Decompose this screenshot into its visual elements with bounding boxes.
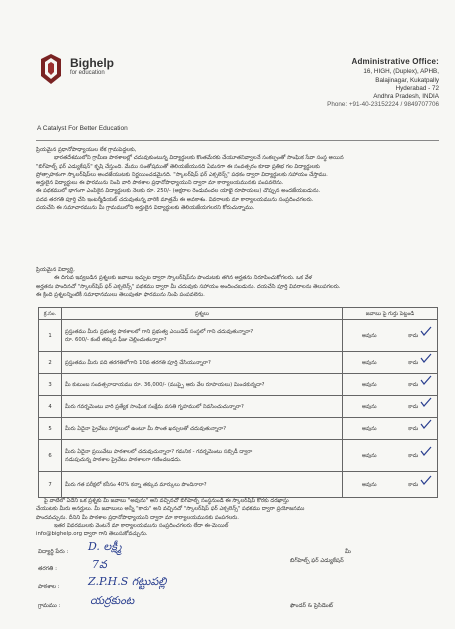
class-label: తరగతి : [38,566,57,572]
office-title: Administrative Office: [351,57,439,66]
check-mark-icon [420,419,432,429]
closing-line: మీ [345,549,351,555]
village-label: గ్రామము : [38,603,61,609]
row-answer [343,352,438,374]
footer-paragraph [36,497,437,538]
student-name-label: విద్యార్థి పేరు : [38,549,69,555]
founder-title: ఫౌండర్ & ప్రెసిడెంట్ [290,603,333,609]
row-number: 1 [39,320,62,352]
answer-no-label: కాదు [408,359,419,366]
student-line: ఈ దిగువ ఇవ్వబడిన ప్రశ్నలకు జవాబు ఇచ్చుట ద్వారా స్కాలర్‌షిప్‌ను పొందుటకు తగిన అర్హతను నిరూపించుకోగలరు. ఒక వేళ [54,275,313,282]
question-line: ప్రస్తుతము మీరు పది తరగతిలోగాని 10వ తరగతి పూర్తి చేసియున్నారా? [65,359,211,366]
answer-yes[interactable]: అవును [361,425,377,432]
question-line: మీరు ఏదైనా ప్రైవేటు హాస్టలులో ఉంటూ మీ సొంత ఖర్చులతో చదువుతున్నారా? [65,425,227,432]
row-number: 5 [39,418,62,440]
answer-yes[interactable]: అవును [361,452,377,459]
question-line: మీరు గత పరీక్షలో కనీసం 40% కన్నా తక్కువ మార్కులు పొందినారా? [65,481,207,488]
table-row [39,396,438,418]
row-question [62,440,343,472]
intro-line: దయచేసి ఈ సమాచారమును మీ గ్రామములోని అర్హులైన విద్యార్థులకు తెలియజేయగలరని కోరుచున్నాము. [36,205,255,212]
answer-yes[interactable]: అవును [361,481,377,488]
question-line: నడుపుచున్న పాఠశాల ప్రైవేటు పాఠశాలగా గణించబడదు. [65,456,182,463]
intro-line: భారతదేశములోని గ్రామీణ పాఠశాలల్లో చదువుకుంటున్న విద్యార్థులకు కొంతమేరకు చేయూతనివ్వాలనే సంకల్పంతో సాంఘిక సేవా సంస్థ అయిన [54,155,344,162]
student-paragraph [36,266,437,299]
footer-line: పొందవచ్చును. దీనిని మీ పాఠశాల ప్రధానోపాధ్యాయుని ద్వారా మా కార్యాలయమునకు పంపగలరు. [36,514,239,521]
student-line: అర్హతను పొందినచో "స్కాలర్‌షిప్ ఫర్ ఎక్సలెన్స్" పథకము ద్వారా మీ చదువుకు సహాయం అందించబడును. దయచేసి పూర్తి వివరాలను తెలుపగలరు. [36,283,341,290]
intro-line: "బిగ్‌హెల్ప్ ఫర్ ఎడ్యుకేషన్" కృషి చేస్తుంది. మేము సంతోషముతో తెలియజేయునది ఏమనగా ఈ సంవత్సరం కూడా ప్రతిభ గల విద్యార్థులకు [36,163,320,170]
check-mark-icon [420,475,432,485]
check-mark-icon [420,397,432,407]
student-salutation: ప్రియమైన విద్యార్థి, [36,267,75,273]
row-question [62,418,343,440]
student-line: ఈ క్రింది ప్రశ్నలన్నింటికీ సమాధానములు తెలుపుతూ ఫారమును నింపి పంపవలెను. [36,291,205,298]
address-line: Hyderabad - 72 [395,84,439,92]
row-number: 2 [39,352,62,374]
check-mark-icon [420,353,432,363]
brand-name: Bighelp [70,56,114,70]
school-field[interactable]: Z.P.H.S గట్టుపల్లి [88,575,167,588]
row-number: 4 [39,396,62,418]
row-number: 7 [39,472,62,498]
row-question [62,396,343,418]
row-answer [343,440,438,472]
check-mark-icon [420,446,432,456]
row-answer [343,418,438,440]
phone: Phone: +91-40-23152224 / 9849707706 [327,101,439,109]
bighelp-logo-icon [40,54,62,84]
table-row [39,320,438,352]
intro-paragraph [36,146,437,212]
answer-no[interactable] [408,452,418,460]
row-number: 6 [39,440,62,472]
col-header-number: క్ర.సం. [39,308,62,320]
brand-sub: for education [70,70,105,76]
answer-yes[interactable]: అవును [361,403,377,410]
answer-no-label: కాదు [408,381,419,388]
closing-org: బిగ్‌హెల్ప్ ఫర్ ఎడ్యుకేషన్ [290,558,344,564]
intro-line: ప్రోత్సాహకంగా స్కాలర్‌షిప్‌లు అందజేయుటకు నిర్ణయించడమైనది. "స్కాలర్‌షిప్ ఫర్ ఎక్సలెన్స్" పథకం ద్వారా విద్యార్థులకు సహాయం చేస్తాము. [36,171,328,178]
answer-no[interactable] [408,332,418,340]
table-header-row [39,308,438,320]
answer-no-label: కాదు [408,425,419,432]
answer-no[interactable] [408,425,418,433]
footer-line: చేయుటకు మీరు అనర్హులు. మీ జవాబులు అన్నీ "కాదు" అని వచ్చినచో "స్కాలర్‌షిప్ ఫర్ ఎక్సలెన్స్" పథకము ద్వారా ప్రయోజనము [36,506,305,513]
check-mark-icon [420,375,432,385]
answer-yes[interactable]: అవును [361,359,377,366]
question-line: మీరు ఏదైనా ప్రయివేటు పాఠశాలలో చదువుచున్నారా? గమనిక - గవర్నమెంటు సబ్సిడీ ద్వారా [65,448,253,455]
question-line: ప్రస్తుతము మీరు ప్రభుత్వ పాఠశాలలో గాని ప్రభుత్వ ఎయిడెడ్ సంస్థలో గాని చదువుతున్నారా? [65,328,254,335]
col-header-answer: జవాబు పై గుర్తు పెట్టండి [343,308,438,320]
answer-no[interactable] [408,381,418,389]
class-field[interactable]: 7వ [92,558,107,571]
intro-line: అర్హులైన విద్యార్థులు ఈ ఫారమును నింపి వారి పాఠశాల ప్రధానోపాధ్యాయుని ద్వారా మా కార్యాలయమునకు పంపవలెను. [36,180,284,187]
footer-line: info@bighelp.org ద్వారా గాని తెలుసుకోవచ్చును. [36,531,148,538]
village-field[interactable]: యర్రకుంట [90,594,135,607]
table-row [39,418,438,440]
office-address [327,58,439,110]
student-name-field[interactable]: D. లక్ష్మీ [88,540,122,553]
salutation: ప్రియమైన ప్రధానోపాధ్యాయుల లేక గ్రామపెద్దలకు, [36,147,137,153]
answer-no-label: కాదు [408,452,419,459]
answer-no-label: కాదు [408,332,419,339]
tagline: A Catalyst For Better Education [37,125,128,132]
questions-table [38,307,438,498]
answer-no-label: కాదు [408,403,419,410]
row-question [62,374,343,396]
row-answer [343,374,438,396]
answer-yes[interactable]: అవును [361,332,377,339]
row-question [62,472,343,498]
row-question [62,320,343,352]
answer-no[interactable] [408,403,418,411]
table-row [39,440,438,472]
question-line: మీరు గవర్నమెంటు వారి ప్రత్యేక సాంఘిక సంక్షేమ వసతి గృహములో నివసించుచున్నారా? [65,403,244,410]
table-row [39,352,438,374]
question-line: మీ కుటుంబ సంవత్సరాదాయము రూ. 36,000/- (ముప్పై ఆరు వేల రూపాయలు) మించకున్నదా? [65,381,265,388]
row-number: 3 [39,374,62,396]
row-question [62,352,343,374]
address-line: Andhra Pradesh, INDIA [373,93,439,101]
answer-no[interactable] [408,359,418,367]
row-answer [343,472,438,498]
answer-yes[interactable]: అవును [361,381,377,388]
header-divider [36,140,439,141]
col-header-question: ప్రశ్నలు [62,308,343,320]
check-mark-icon [420,326,432,336]
row-answer [343,320,438,352]
row-answer [343,396,438,418]
table-row [39,472,438,498]
answer-no[interactable] [408,481,418,489]
footer-line: పై వాటిలో ఏదేని ఒక ప్రశ్నకు మీ జవాబు "అవును" అని వచ్చినచో బిగ్‌హెల్ప్ సంస్థనుండి ఈ స్కాలర్‌షిప్ కొరకు దరఖాస్తు [44,498,289,504]
intro-line: ఈ పథకములో భాగంగా ఎంపికైన విద్యార్థులకు నెలకు రూ. 250/- (అక్షరాల రెండువందల యాభై రూపాయలు) చొప్పున అందజేయబడును. [36,188,321,195]
school-label: పాఠశాల : [38,584,60,590]
address-line: Balajinagar, Kukatpally [375,76,439,84]
footer-line: ఇతర వివరములకు వెంటనే మా కార్యాలయమును సంప్రదించగలరు లేదా ఈ-మెయిల్ [54,522,229,529]
intro-line: పదవ తరగతి పూర్తి చేసి ఇంటర్మీడియట్ చదువుతున్న వారికి మాత్రమే ఈ అవకాశం. వివరాలకు మా కార్యాలయమును సంప్రదించగలరు. [36,196,314,203]
question-line: రూ. 600/- కంటే తక్కువ ఫీజు చెల్లించుతున్నారా? [65,336,167,343]
table-row [39,374,438,396]
answer-no-label: కాదు [408,481,419,488]
address-line: 16, HIGH, (Duplex), APHB, [363,68,439,76]
brand-block [70,56,114,76]
